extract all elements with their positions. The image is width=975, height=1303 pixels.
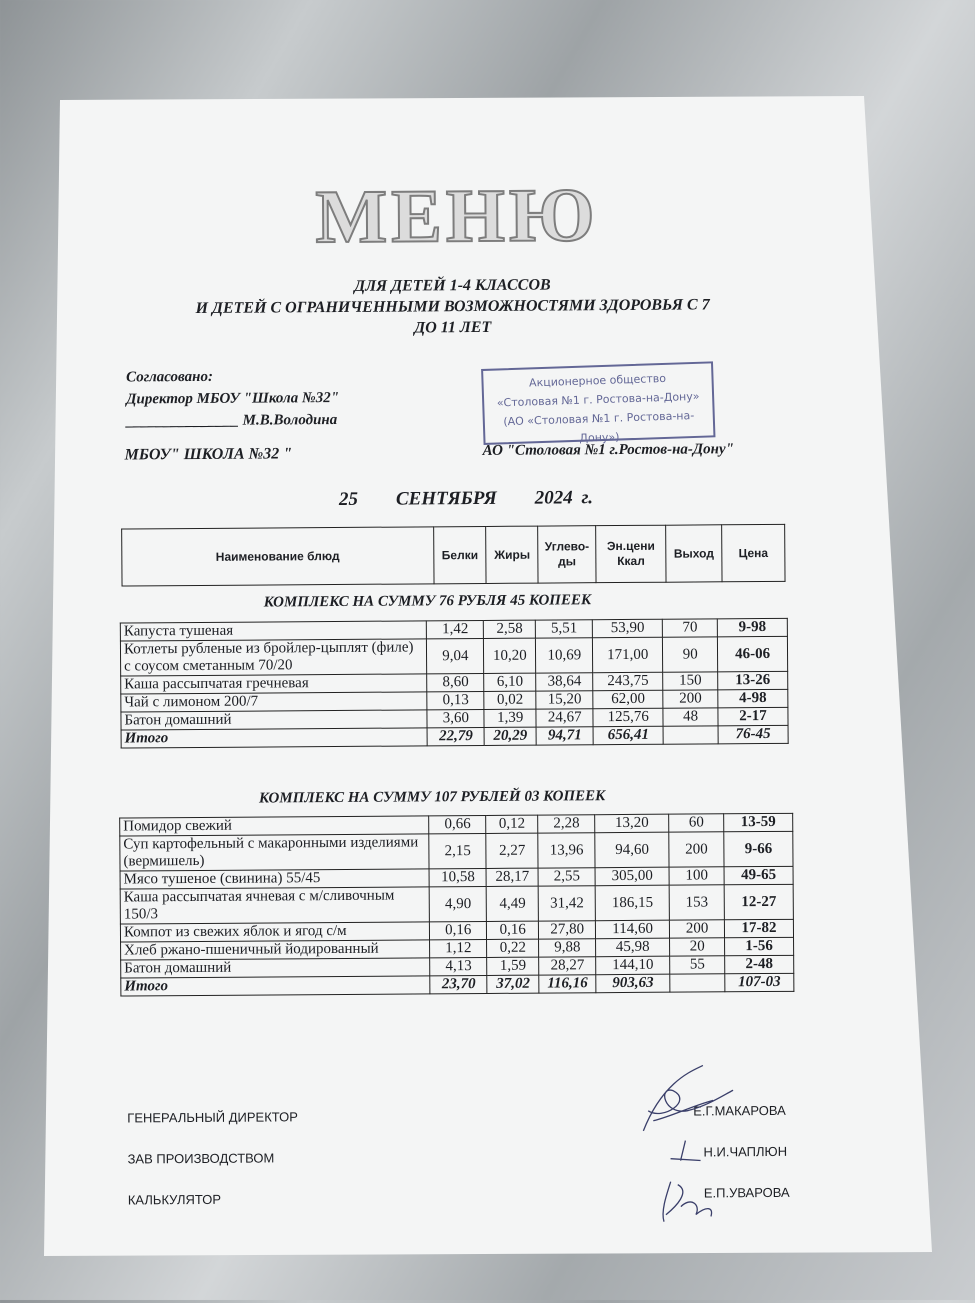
cell-yield: 200 <box>670 920 725 938</box>
cell-carbs: 24,67 <box>536 709 593 727</box>
cell-dish-name: Чай с лимоном 200/7 <box>121 692 427 712</box>
column-header-table <box>121 524 785 587</box>
menu-subtitle <box>127 273 777 341</box>
cell-price: 2-17 <box>718 707 788 725</box>
cell-protein: 1,42 <box>427 620 484 638</box>
cell-dish-name: Хлеб ржано-пшеничный йодированный <box>121 940 430 960</box>
cell-price: 9-98 <box>717 618 787 636</box>
handwritten-signature-uvarova <box>656 1176 716 1228</box>
cell-price: 9-66 <box>724 831 793 866</box>
cell-protein: 3,60 <box>427 709 484 727</box>
cell-fat: 0,16 <box>487 921 539 939</box>
cell-fat: 1,59 <box>487 957 539 975</box>
stamp-line: (АО «Столовая №1 г. Ростова-на-Дону») <box>503 408 695 445</box>
cell-dish-name: Каша рассыпчатая ячневая с м/сливочным 150/3 <box>120 887 430 924</box>
menu-date <box>339 487 593 511</box>
cell-yield: 48 <box>663 708 718 726</box>
cell-price: 49-65 <box>724 866 793 884</box>
cell-carbs: 27,80 <box>539 921 596 939</box>
sig-name-chaplyun: Н.И.ЧАПЛЮН <box>703 1143 788 1160</box>
cell-energy: 171,00 <box>593 637 663 672</box>
cell-energy: 125,76 <box>593 708 663 726</box>
sig-name-makarova: Е.Г.МАКАРОВА <box>693 1102 786 1119</box>
cell-fat: 1,39 <box>484 709 536 727</box>
cell-energy: 186,15 <box>595 885 669 921</box>
cell-yield: 60 <box>669 814 724 832</box>
total-dish-name: Итого <box>121 728 427 748</box>
cell-protein: 0,16 <box>430 921 487 939</box>
total-yield <box>663 726 718 744</box>
cell-energy: 53,90 <box>593 619 663 637</box>
stamp-line: Акционерное общество <box>528 371 667 390</box>
handwritten-signature-chaplyun <box>665 1138 705 1168</box>
cell-price: 2-48 <box>725 955 794 973</box>
cell-yield: 200 <box>663 690 718 708</box>
cell-protein: 4,13 <box>430 957 487 975</box>
cell-protein: 1,12 <box>430 939 487 957</box>
subtitle-line: И ДЕТЕЙ С ОГРАНИЧЕННЫМИ ВОЗМОЖНОСТЯМИ ЗДОРОВЬЯ С 7 <box>195 296 710 317</box>
col-protein: Белки <box>433 526 486 583</box>
cell-protein: 9,04 <box>427 638 484 673</box>
sig-role-general-director: ГЕНЕРАЛЬНЫЙ ДИРЕКТОР <box>127 1109 298 1126</box>
total-fat: 20,29 <box>484 727 536 745</box>
cell-price: 1-56 <box>725 937 794 955</box>
cell-fat: 2,58 <box>484 620 536 638</box>
subtitle-line: ДО 11 ЛЕТ <box>414 318 492 337</box>
company-stamp <box>481 361 715 445</box>
cell-fat: 2,27 <box>486 833 538 868</box>
organization-name: АО "Столовая №1 г.Ростов-на-Дону" <box>482 441 734 459</box>
cell-price: 13-26 <box>718 671 788 689</box>
total-carbs: 116,16 <box>539 975 596 993</box>
cell-dish-name: Компот из свежих яблок и ягод с/м <box>120 922 429 942</box>
cell-carbs: 10,69 <box>536 638 593 673</box>
cell-yield: 20 <box>670 938 725 956</box>
total-yield <box>670 974 725 992</box>
cell-protein: 2,15 <box>429 833 486 868</box>
cell-price: 4-98 <box>718 689 788 707</box>
col-carbs: Углево- ды <box>538 526 596 583</box>
cell-energy: 243,75 <box>593 672 663 690</box>
total-fat: 37,02 <box>487 975 539 993</box>
menu-title: МЕНЮ <box>315 173 599 260</box>
cell-yield: 55 <box>670 956 725 974</box>
table-row <box>120 884 793 924</box>
cell-price: 46-06 <box>718 636 788 671</box>
school-name: МБОУ" ШКОЛА №32 " <box>124 445 293 464</box>
cell-carbs: 38,64 <box>536 673 593 691</box>
cell-energy: 305,00 <box>595 867 669 886</box>
cell-dish-name: Батон домашний <box>121 958 430 978</box>
sig-name-uvarova: Е.П.УВАРОВА <box>703 1184 790 1201</box>
cell-fat: 6,10 <box>484 673 536 691</box>
cell-fat: 0,22 <box>487 939 539 957</box>
total-energy: 656,41 <box>593 726 663 744</box>
cell-carbs: 9,88 <box>539 939 596 957</box>
total-dish-name: Итого <box>121 976 430 996</box>
sig-role-calculator: КАЛЬКУЛЯТОР <box>127 1191 222 1208</box>
cell-dish-name: Мясо тушеное (свинина) 55/45 <box>120 869 429 889</box>
cell-dish-name: Суп картофельный с макаронными изделиями (вермишель) <box>120 834 430 871</box>
cell-energy: 114,60 <box>596 920 670 939</box>
table-row <box>120 636 787 676</box>
cell-dish-name: Помидор свежий <box>120 816 429 836</box>
subtitle-line: ДЛЯ ДЕТЕЙ 1-4 КЛАССОВ <box>354 276 551 295</box>
total-protein: 22,79 <box>427 727 484 745</box>
col-price: Цена <box>722 524 785 581</box>
approval-director: Директор МБОУ "Школа №32" <box>126 389 340 408</box>
cell-carbs: 13,96 <box>538 833 595 868</box>
approval-agreed: Согласовано: <box>126 368 214 386</box>
complex-1-table <box>120 618 789 749</box>
col-fat: Жиры <box>486 526 538 583</box>
stamp-line: «Столовая №1 г. Ростова-на-Дону» <box>496 389 700 410</box>
cell-fat: 0,12 <box>486 815 538 833</box>
cell-protein: 8,60 <box>427 673 484 691</box>
cell-carbs: 5,51 <box>536 620 593 638</box>
cell-protein: 4,90 <box>430 886 487 921</box>
cell-yield: 200 <box>669 832 724 867</box>
complex-2-title: КОМПЛЕКС НА СУММУ 107 РУБЛЕЙ 03 КОПЕЕК <box>258 788 606 807</box>
total-carbs: 94,71 <box>536 727 593 745</box>
cell-dish-name: Каша рассыпчатая гречневая <box>121 674 427 694</box>
cell-carbs: 2,55 <box>538 868 595 886</box>
complex-1-rows <box>120 618 788 748</box>
cell-yield: 70 <box>662 619 717 637</box>
complex-2-table <box>119 813 794 997</box>
cell-dish-name: Батон домашний <box>121 710 427 730</box>
table-row <box>120 831 793 871</box>
complex-1-title: КОМПЛЕКС НА СУММУ 76 РУБЛЯ 45 КОПЕЕК <box>263 592 592 611</box>
total-protein: 23,70 <box>430 975 487 993</box>
approval-block <box>126 365 339 432</box>
cell-dish-name: Капуста тушеная <box>120 621 426 641</box>
total-price: 76-45 <box>718 725 788 743</box>
total-price: 107-03 <box>725 973 794 991</box>
cell-price: 12-27 <box>724 884 793 919</box>
cell-energy: 13,20 <box>595 814 669 833</box>
cell-price: 17-82 <box>724 919 793 937</box>
cell-dish-name: Котлеты рубленые из бройлер-цыплят (филе) с соусом сметанным 70/20 <box>120 639 427 676</box>
cell-protein: 0,13 <box>427 691 484 709</box>
cell-yield: 150 <box>663 672 718 690</box>
cell-energy: 62,00 <box>593 690 663 708</box>
cell-yield: 100 <box>669 867 724 885</box>
cell-energy: 45,98 <box>596 938 670 957</box>
date-year: 2024 г. <box>534 487 594 509</box>
cell-yield: 153 <box>669 885 724 920</box>
cell-protein: 10,58 <box>429 868 486 886</box>
cell-carbs: 28,27 <box>539 957 596 975</box>
cell-fat: 28,17 <box>486 868 538 886</box>
col-energy: Эн.цени Ккал <box>596 525 666 582</box>
cell-protein: 0,66 <box>429 815 486 833</box>
cell-fat: 0,02 <box>484 691 536 709</box>
date-month: СЕНТЯБРЯ <box>395 487 497 510</box>
cell-energy: 94,60 <box>595 832 669 868</box>
sig-role-production-head: ЗАВ ПРОИЗВОДСТВОМ <box>127 1150 275 1167</box>
col-dish-name: Наименование блюд <box>122 527 434 586</box>
col-yield: Выход <box>666 525 722 582</box>
date-day: 25 <box>338 488 359 510</box>
cell-carbs: 2,28 <box>538 815 595 833</box>
cell-price: 13-59 <box>724 813 793 831</box>
cell-carbs: 15,20 <box>536 691 593 709</box>
cell-energy: 144,10 <box>596 956 670 975</box>
cell-yield: 90 <box>663 637 718 672</box>
total-energy: 903,63 <box>596 974 670 993</box>
cell-carbs: 31,42 <box>538 886 595 921</box>
complex-2-rows <box>120 813 794 996</box>
handwritten-signature-makarova <box>633 1060 744 1141</box>
cell-fat: 10,20 <box>484 638 536 673</box>
approval-signature-line: _______________ М.В.Володина <box>126 411 338 430</box>
cell-fat: 4,49 <box>486 886 538 921</box>
